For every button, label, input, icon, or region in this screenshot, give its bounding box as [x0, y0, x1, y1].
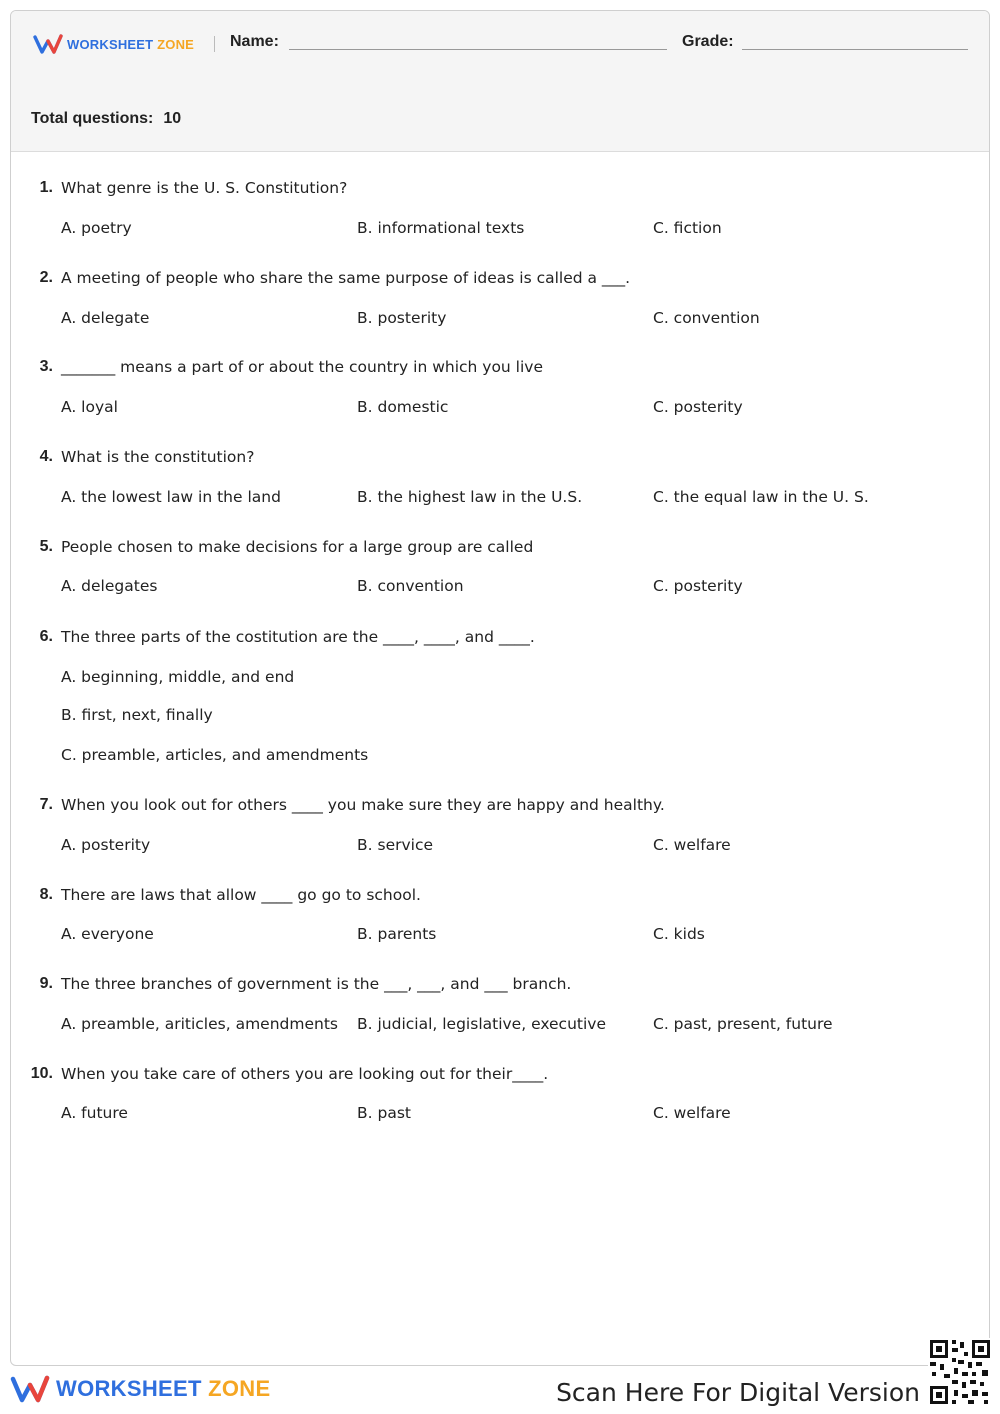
question-text: The three parts of the costitution are the ____, ____, and ____.	[61, 628, 535, 646]
question-text: _______ means a part of or about the country in which you live	[61, 358, 544, 376]
footer-brand-text	[56, 1376, 270, 1402]
grade-field[interactable]	[742, 49, 968, 50]
option-a[interactable]: A. preamble, ariticles, amendments	[61, 1015, 338, 1033]
option-b[interactable]: B. first, next, finally	[61, 706, 213, 724]
question-number: 7.	[39, 796, 53, 813]
total-questions	[31, 110, 181, 128]
grade-label: Grade:	[682, 33, 734, 50]
question-text: What genre is the U. S. Constitution?	[61, 179, 348, 197]
worksheet-header	[11, 11, 989, 152]
question-number: 3.	[39, 358, 53, 375]
option-c[interactable]: C. preamble, articles, and amendments	[61, 746, 369, 764]
option-c[interactable]: C. fiction	[653, 219, 722, 237]
page-footer	[0, 1366, 1000, 1414]
option-a[interactable]: A. posterity	[61, 836, 151, 854]
qr-code-icon[interactable]	[928, 1338, 992, 1406]
option-a[interactable]: A. everyone	[61, 925, 154, 943]
option-c[interactable]: C. the equal law in the U. S.	[653, 488, 869, 506]
scan-here-text: Scan Here For Digital Version	[556, 1378, 920, 1407]
brand-worksheet: WORKSHEET	[56, 1376, 202, 1401]
option-b[interactable]: B. informational texts	[357, 219, 525, 237]
question-text: When you look out for others ____ you make sure they are happy and healthy.	[61, 796, 665, 814]
option-c[interactable]: C. welfare	[653, 1104, 731, 1122]
question-text: People chosen to make decisions for a large group are called	[61, 538, 534, 556]
question-number: 8.	[39, 886, 53, 903]
name-label: Name:	[230, 33, 279, 50]
header-divider	[214, 36, 215, 52]
question-text: There are laws that allow ____ go go to school.	[61, 886, 421, 904]
question-number: 5.	[39, 538, 53, 555]
question-number: 4.	[39, 448, 53, 465]
footer-logo	[10, 1374, 270, 1404]
worksheetzone-logo-icon	[33, 33, 63, 55]
total-questions-value: 10	[163, 110, 182, 127]
option-c[interactable]: C. welfare	[653, 836, 731, 854]
question-number: 10.	[30, 1065, 53, 1082]
option-a[interactable]: A. the lowest law in the land	[61, 488, 281, 506]
brand-worksheet: WORKSHEET	[67, 36, 154, 52]
option-a[interactable]: A. poetry	[61, 219, 132, 237]
question-number: 2.	[39, 269, 53, 286]
option-b[interactable]: B. convention	[357, 577, 464, 595]
question-number: 1.	[39, 179, 53, 196]
brand-zone: ZONE	[208, 1376, 271, 1401]
question-text: The three branches of government is the ___, ___, and ___ branch.	[61, 975, 572, 993]
brand-zone: ZONE	[157, 36, 195, 52]
question-text: What is the constitution?	[61, 448, 255, 466]
option-a[interactable]: A. delegate	[61, 309, 150, 327]
question-text: A meeting of people who share the same purpose of ideas is called a ___.	[61, 269, 631, 287]
option-b[interactable]: B. past	[357, 1104, 411, 1122]
name-field[interactable]	[289, 49, 667, 50]
question-number: 9.	[39, 975, 53, 992]
header-brand-text	[67, 37, 194, 52]
worksheetzone-logo-icon	[10, 1374, 50, 1404]
option-a[interactable]: A. delegates	[61, 577, 158, 595]
option-c[interactable]: C. convention	[653, 309, 760, 327]
question-number: 6.	[39, 628, 53, 645]
option-b[interactable]: B. judicial, legislative, executive	[357, 1015, 606, 1033]
option-a[interactable]: A. loyal	[61, 398, 118, 416]
option-a[interactable]: A. future	[61, 1104, 128, 1122]
option-b[interactable]: B. posterity	[357, 309, 447, 327]
option-c[interactable]: C. kids	[653, 925, 705, 943]
total-questions-label: Total questions:	[31, 110, 154, 127]
option-c[interactable]: C. past, present, future	[653, 1015, 833, 1033]
worksheet-page	[10, 10, 990, 1366]
header-logo	[33, 33, 194, 55]
option-b[interactable]: B. service	[357, 836, 434, 854]
option-c[interactable]: C. posterity	[653, 398, 743, 416]
option-c[interactable]: C. posterity	[653, 577, 743, 595]
option-b[interactable]: B. parents	[357, 925, 437, 943]
question-text: When you take care of others you are looking out for their____.	[61, 1065, 549, 1083]
option-b[interactable]: B. domestic	[357, 398, 449, 416]
option-b[interactable]: B. the highest law in the U.S.	[357, 488, 583, 506]
option-a[interactable]: A. beginning, middle, and end	[61, 668, 295, 686]
